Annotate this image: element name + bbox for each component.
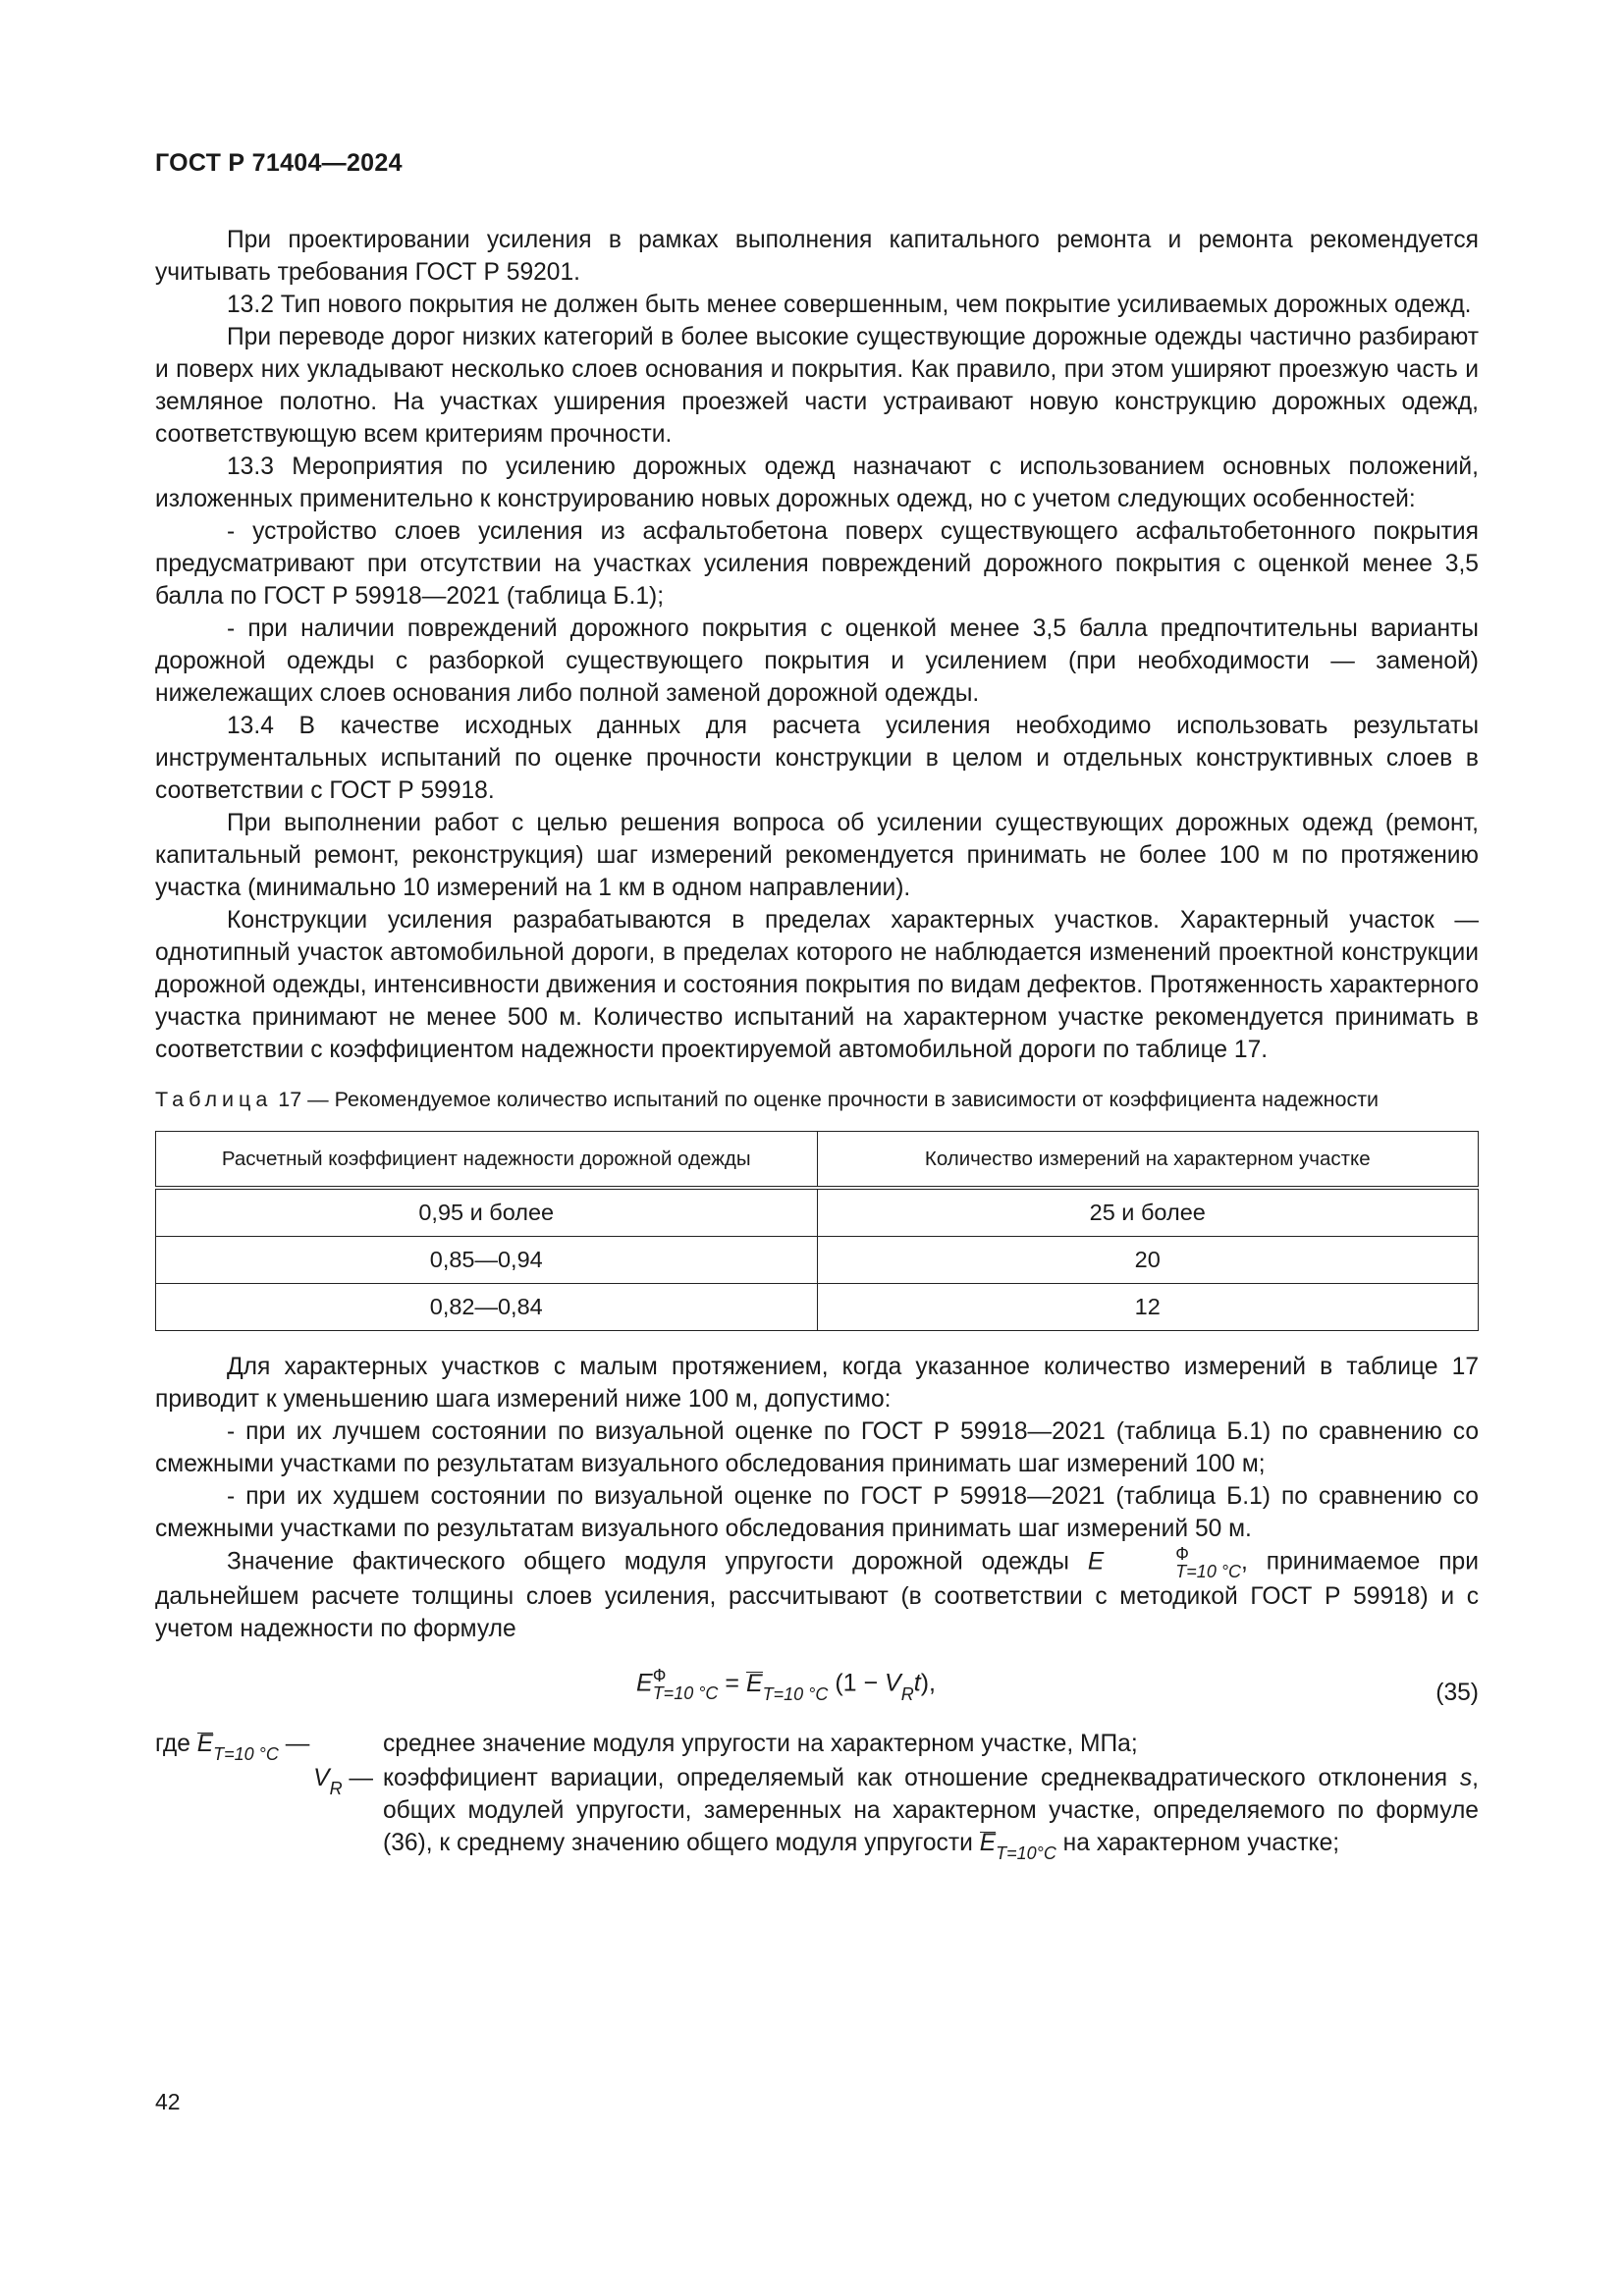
formula-comma: , [929, 1669, 936, 1697]
superscript-phi: Ф [1175, 1544, 1189, 1564]
table-row [156, 1237, 1479, 1284]
where-dash: — [285, 1731, 310, 1757]
where-symbol-vr [155, 1762, 383, 1796]
symbol-e: E [1087, 1548, 1105, 1575]
table-header-row [156, 1132, 1479, 1189]
formula-superscript-phi: Ф [652, 1666, 667, 1685]
where-lead: где [155, 1731, 190, 1757]
where-row-e-mean [155, 1728, 1479, 1762]
list-item: - при их худшем состоянии по визуальной оценке по ГОСТ Р 59918—2021 (таблица Б.1) по сравнению со смежными участками по результатам визуального обследования принимать шаг измерений 50 м. [155, 1483, 1479, 1542]
where-e-mean: E [196, 1731, 214, 1757]
where-dash: — [349, 1765, 373, 1791]
page-number: 42 [155, 2089, 181, 2114]
where-row-vr [155, 1762, 1479, 1861]
table-caption-word: Таблица [155, 1088, 273, 1111]
subscript-temperature: T=10 °C [1175, 1562, 1242, 1581]
where-def-e-mean: среднее значение модуля упругости на характерном участке, МПа; [383, 1731, 1138, 1757]
formula-equals: = [725, 1669, 739, 1697]
page-content [155, 224, 1479, 1861]
formula-e-actual: E [636, 1669, 653, 1697]
where-vr-s: s [1459, 1765, 1473, 1791]
cell-reliability: 0,82—0,84 [156, 1284, 818, 1331]
formula-e-mean-subscript: T=10 °C [762, 1683, 829, 1704]
list-item: - при их лучшем состоянии по визуальной оценке по ГОСТ Р 59918—2021 (таблица Б.1) по сравнению со смежными участками по результатам визуального обследования принимать шаг измерений 100 м; [155, 1418, 1479, 1477]
list-item: - при наличии повреждений дорожного покрытия с оценкой менее 3,5 балла предпочтительны варианты дорожной одежды с разборкой существующего покрытия и усилением (при необходимости — заменой) нижележащих слоев основания либо полной заменой дорожной одежды. [155, 615, 1479, 707]
modulus-paragraph [155, 1545, 1479, 1645]
formula-35 [155, 1655, 1479, 1720]
table-row [156, 1188, 1479, 1237]
formula-e-mean: E [745, 1669, 763, 1697]
table-caption-text: 17 — Рекомендуемое количество испытаний по оценке прочности в зависимости от коэффициента надежности [278, 1088, 1380, 1111]
where-e-mean-subscript: T=10 °C [213, 1744, 279, 1764]
formula-v: V [885, 1669, 901, 1697]
formula-r-subscript: R [900, 1683, 914, 1704]
modulus-text-before: Значение фактического общего модуля упругости дорожной одежды [227, 1548, 1069, 1575]
column-header-count: Количество измерений на характерном участке [817, 1132, 1479, 1189]
cell-reliability: 0,85—0,94 [156, 1237, 818, 1284]
paragraph: При проектировании усиления в рамках выполнения капитального ремонта и ремонта рекомендуется учитывать требования ГОСТ Р 59201. [155, 227, 1479, 286]
cell-reliability: 0,95 и более [156, 1188, 818, 1237]
where-symbol-e-mean [155, 1728, 383, 1762]
where-def-vr [383, 1762, 1479, 1861]
formula-expression [636, 1667, 936, 1702]
where-vr-text-2: , общих модулей упругости, замеренных на характерном участке, определяемого по формуле (36), к среднему значению общего модуля упругости [383, 1765, 1479, 1856]
table-17 [155, 1131, 1479, 1331]
paragraph: 13.2 Тип нового покрытия не должен быть менее совершенным, чем покрытие усиливаемых дорожных одежд. [227, 292, 1472, 318]
cell-count: 12 [817, 1284, 1479, 1331]
paragraph: Конструкции усиления разрабатываются в пределах характерных участков. Характерный участок — однотипный участок автомобильной дороги, в пределах которого не наблюдается изменений проектной конструкции дорожной одежды, интенсивности движения и состояния покрытия по видам дефектов. Протяженность характерного участка принимают не менее 500 м. Количество испытаний на характерном участке рекомендуется принимать в соответствии с коэффициентом надежности проектируемой автомобильной дороги по таблице 17. [155, 907, 1479, 1063]
column-header-reliability: Расчетный коэффициент надежности дорожной одежды [156, 1132, 818, 1189]
cell-count: 20 [817, 1237, 1479, 1284]
formula-paren-open: (1 − [835, 1669, 886, 1697]
list-item: - устройство слоев усиления из асфальтобетона поверх существующего асфальтобетонного покрытия предусматривают при отсутствии на участках усиления повреждений дорожного покрытия с оценкой менее 3,5 балла по ГОСТ Р 59918—2021 (таблица Б.1); [155, 518, 1479, 610]
paragraph: При выполнении работ с целью решения вопроса об усилении существующих дорожных одежд (ремонт, капитальный ремонт, реконструкция) шаг измерений рекомендуется принимать не более 100 м по протяжению участка (минимально 10 измерений на 1 км в одном направлении). [155, 810, 1479, 901]
formula-e-actual-indices [653, 1667, 719, 1702]
paragraph: 13.3 Мероприятия по усилению дорожных одежд назначают с использованием основных положений, изложенных применительно к конструированию новых дорожных одежд, но с учетом следующих особенностей: [155, 454, 1479, 512]
where-v: V [313, 1765, 330, 1791]
formula-subscript-temperature: T=10 °C [652, 1683, 719, 1703]
formula-paren-close: ) [920, 1669, 930, 1697]
formula-t: t [913, 1669, 921, 1697]
where-vr-text-3: на характерном участке; [1062, 1830, 1340, 1856]
where-vr-e-subscript: T=10°C [996, 1843, 1056, 1863]
paragraph: При переводе дорог низких категорий в более высокие существующие дорожные одежды частично разбирают и поверх них укладывают несколько слоев основания и покрытия. Как правило, при этом уширяют проезжую часть и земляное полотно. На участках уширения проезжей части устраивают новую конструкцию дорожных одежд, соответствующую всем критериям прочности. [155, 324, 1479, 448]
where-block [155, 1728, 1479, 1861]
symbol-e-indices [1104, 1545, 1241, 1580]
paragraph: 13.4 В качестве исходных данных для расчета усиления необходимо использовать результаты инструментальных испытаний по оценке прочности конструкции в целом и отдельных конструктивных слоев в соответствии с ГОСТ Р 59918. [155, 713, 1479, 804]
modulus-text-after: , принимаемое при дальнейшем расчете толщины слоев усиления, рассчитывают (в соответствии с методикой ГОСТ Р 59918) и с учетом надежности по формуле [155, 1548, 1479, 1642]
document-header: ГОСТ Р 71404—2024 [155, 149, 403, 177]
table-row [156, 1284, 1479, 1331]
where-vr-e-mean: E [979, 1830, 997, 1856]
table-caption [155, 1086, 1479, 1113]
paragraph: Для характерных участков с малым протяжением, когда указанное количество измерений в таблице 17 приводит к уменьшению шага измерений ниже 100 м, допустимо: [155, 1354, 1479, 1413]
formula-number: (35) [1435, 1680, 1479, 1706]
where-r-subscript: R [329, 1779, 343, 1798]
cell-count: 25 и более [817, 1188, 1479, 1237]
where-vr-text-1: коэффициент вариации, определяемый как отношение среднеквадратического отклонения [383, 1765, 1448, 1791]
